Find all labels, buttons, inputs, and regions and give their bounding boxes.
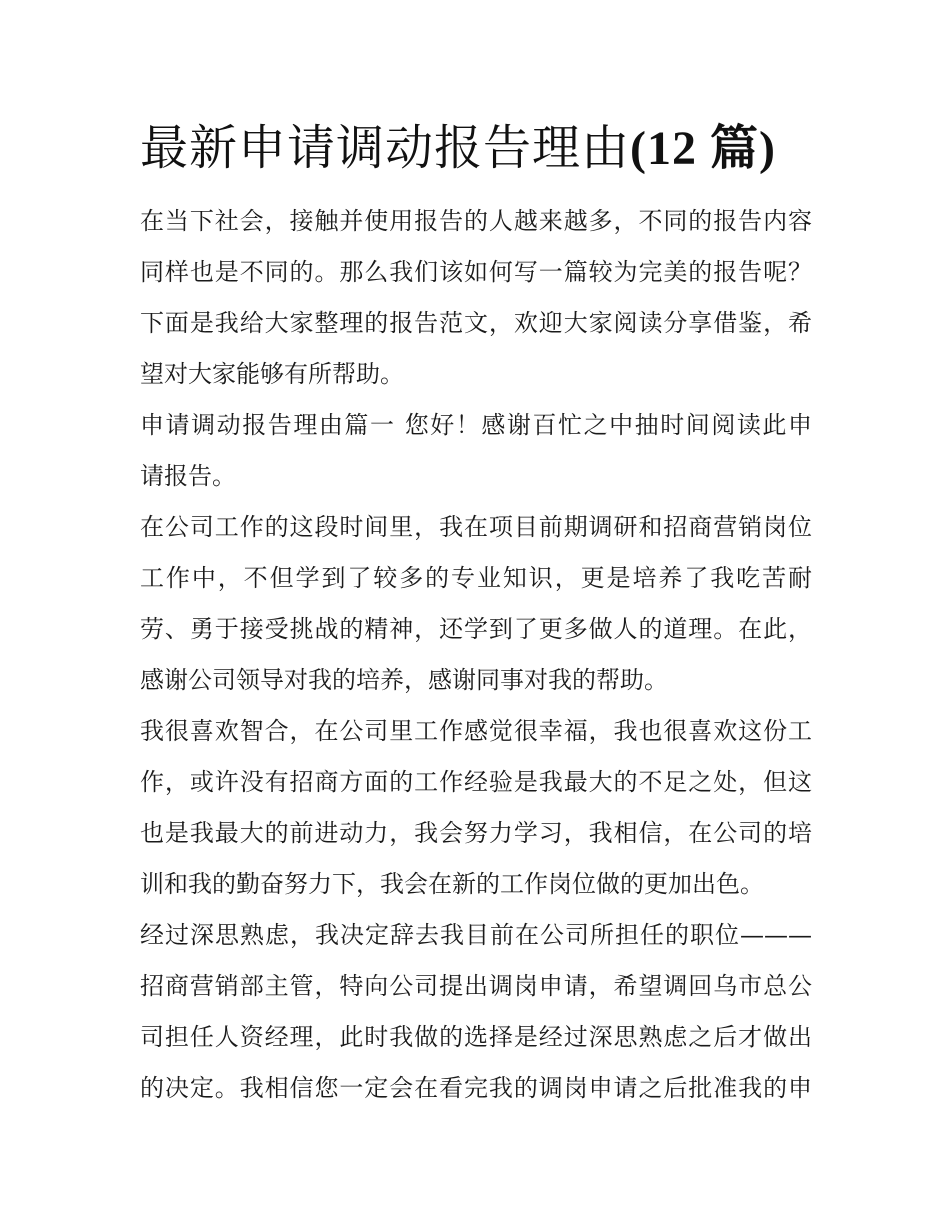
text-line: 在当下社会，接触并使用报告的人越来越多，不同的报告内容: [140, 207, 812, 235]
paragraph-intro: [140, 196, 812, 400]
document-body: [140, 196, 812, 1114]
text-line: 同样也是不同的。那么我们该如何写一篇较为完美的报告呢？: [140, 258, 812, 286]
text-line: 望对大家能够有所帮助。: [140, 360, 404, 388]
text-line: 也是我最大的前进动力，我会努力学习，我相信，在公司的培: [140, 819, 812, 847]
text-line: 招商营销部主管，特向公司提出调岗申请，希望调回乌市总公: [140, 972, 812, 1000]
text-line: 下面是我给大家整理的报告范文，欢迎大家阅读分享借鉴，希: [140, 309, 812, 337]
text-line: 申请调动报告理由篇一 您好！感谢百忙之中抽时间阅读此申: [140, 411, 812, 439]
text-line: 经过深思熟虑，我决定辞去我目前在公司所担任的职位———: [140, 921, 812, 949]
text-line: 训和我的勤奋努力下，我会在新的工作岗位做的更加出色。: [140, 870, 764, 898]
text-line: 的决定。我相信您一定会在看完我的调岗申请之后批准我的申: [140, 1074, 812, 1102]
text-line: 请报告。: [140, 462, 236, 490]
text-line: 感谢公司领导对我的培养，感谢同事对我的帮助。: [140, 666, 668, 694]
text-line: 司担任人资经理，此时我做的选择是经过深思熟虑之后才做出: [140, 1023, 812, 1051]
text-line: 作，或许没有招商方面的工作经验是我最大的不足之处，但这: [140, 768, 812, 796]
title-count: (12 篇): [630, 122, 776, 175]
title-main: 最新申请调动报告理由: [140, 120, 631, 176]
paragraph-work-experience: [140, 502, 812, 706]
paragraph-request: [140, 910, 812, 1114]
text-line: 劳、勇于接受挑战的精神，还学到了更多做人的道理。在此，: [140, 615, 812, 643]
paragraph-section-one: [140, 400, 812, 502]
paragraph-motivation: [140, 706, 812, 910]
text-line: 在公司工作的这段时间里，我在项目前期调研和招商营销岗位: [140, 513, 812, 541]
text-line: 工作中，不但学到了较多的专业知识，更是培养了我吃苦耐: [140, 564, 812, 592]
text-line: 我很喜欢智合，在公司里工作感觉很幸福，我也很喜欢这份工: [140, 717, 812, 745]
document-title: [140, 112, 776, 185]
